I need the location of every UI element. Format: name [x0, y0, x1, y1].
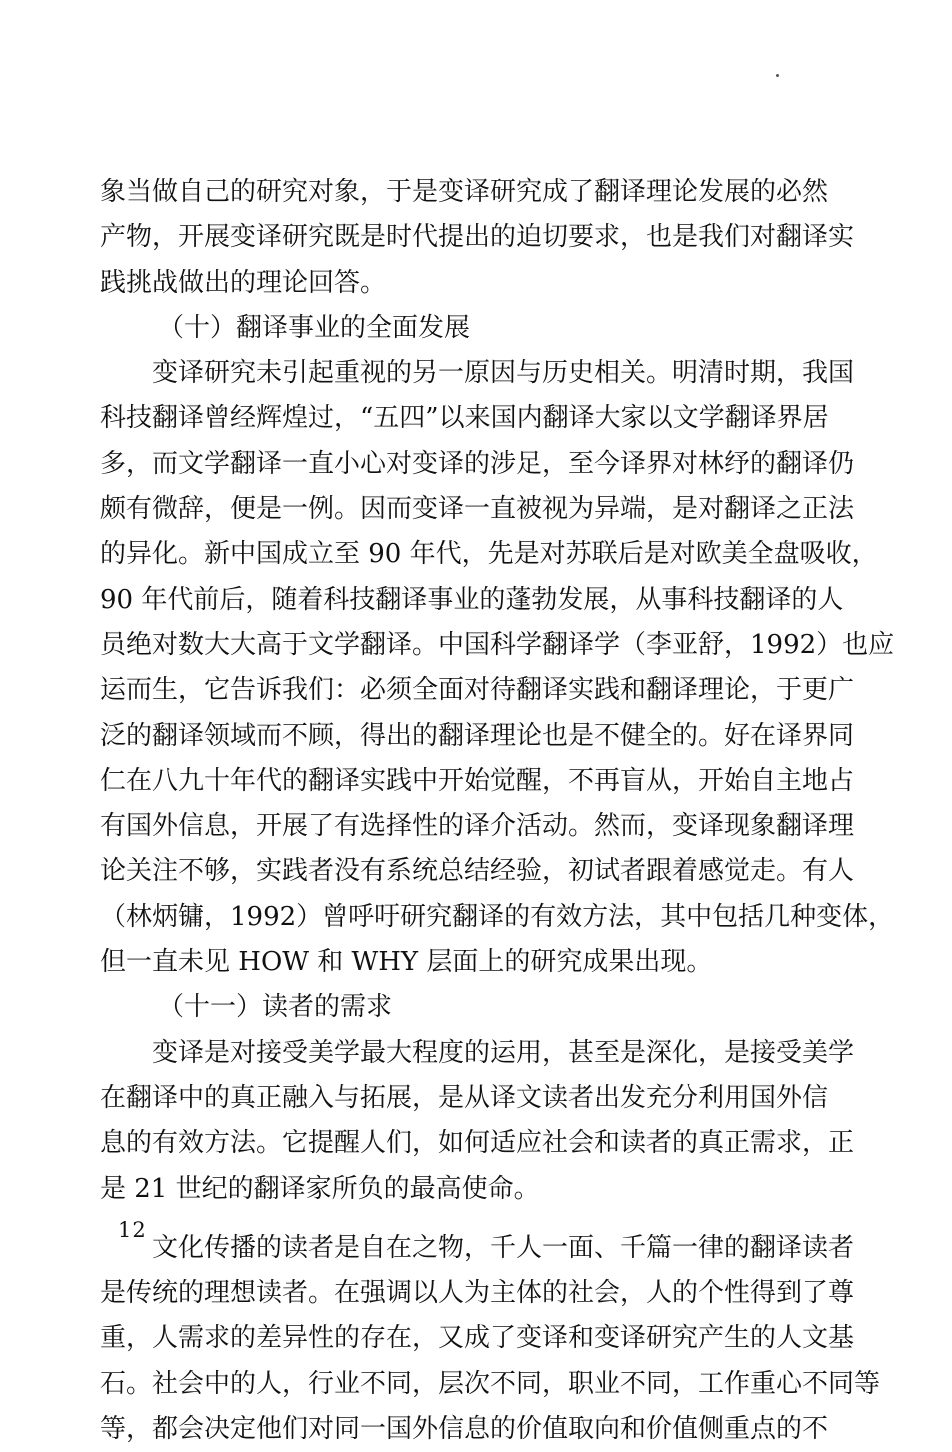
- text-line: 是传统的理想读者。在强调以人为主体的社会，人的个性得到了尊: [100, 1278, 855, 1309]
- paragraph-gap: [100, 1212, 806, 1226]
- text-line: 重，人需求的差异性的存在，又成了变译和变译研究产生的人文基: [100, 1323, 855, 1354]
- text-line: 员绝对数大大高于文学翻译。中国科学翻译学（李亚舒，1992）也应: [100, 629, 895, 660]
- text-line: 产物，开展变译研究既是时代提出的迫切要求，也是我们对翻译实: [100, 222, 855, 253]
- section-heading: （十）翻译事业的全面发展: [158, 312, 471, 343]
- text-line: 息的有效方法。它提醒人们，如何适应社会和读者的真正需求，正: [100, 1128, 855, 1159]
- text-line: 变译研究未引起重视的另一原因与历史相关。明清时期，我国: [152, 358, 855, 389]
- text-line: 泛的翻译领域而不顾，得出的翻译理论也是不健全的。好在译界同: [100, 720, 855, 751]
- text-line: 多，而文学翻译一直小心对变译的涉足，至今译界对林纾的翻译仍: [100, 448, 855, 479]
- text-line: 的异化。新中国成立至 90 年代，先是对苏联后是对欧美全盘吸收，: [100, 539, 878, 570]
- text-line: 但一直未见 HOW 和 WHY 层面上的研究成果出现。: [100, 947, 713, 978]
- text-line: 运而生，它告诉我们：必须全面对待翻译实践和翻译理论，于更广: [100, 675, 855, 706]
- text-line: 在翻译中的真正融入与拓展，是从译文读者出发充分利用国外信: [100, 1082, 829, 1113]
- text-line: 科技翻译曾经辉煌过，“五四”以来国内翻译大家以文学翻译界居: [100, 403, 829, 434]
- text-line: 文化传播的读者是自在之物，千人一面、千篇一律的翻译读者: [152, 1232, 855, 1263]
- text-line: （林炳镛，1992）曾呼吁研究翻译的有效方法，其中包括几种变体，: [100, 901, 895, 932]
- text-line: 有国外信息，开展了有选择性的译介活动。然而，变译现象翻译理: [100, 811, 855, 842]
- text-line: 仁在八九十年代的翻译实践中开始觉醒，不再盲从，开始自主地占: [100, 765, 855, 796]
- text-line: 变译是对接受美学最大程度的运用，甚至是深化，是接受美学: [152, 1037, 855, 1068]
- text-line: 论关注不够，实践者没有系统总结经验，初试者跟着感觉走。有人: [100, 856, 855, 887]
- text-line: 石。社会中的人，行业不同，层次不同，职业不同，工作重心不同等: [100, 1368, 881, 1399]
- text-line: 是 21 世纪的翻译家所负的最高使命。: [100, 1173, 540, 1204]
- print-speck: [776, 74, 779, 77]
- page-number: 12: [118, 1218, 147, 1242]
- text-line: 象当做自己的研究对象，于是变译研究成了翻译理论发展的必然: [100, 177, 829, 207]
- text-line: 90 年代前后，随着科技翻译事业的蓬勃发展，从事科技翻译的人: [100, 584, 844, 615]
- text-line: 颇有微辞，便是一例。因而变译一直被视为异端，是对翻译之正法: [100, 494, 855, 525]
- section-heading: （十一）读者的需求: [158, 992, 393, 1023]
- body-text: [100, 170, 895, 1452]
- text-line: 践挑战做出的理论回答。: [100, 267, 387, 298]
- text-line: 等，都会决定他们对同一国外信息的价值取向和价值侧重点的不: [100, 1414, 829, 1445]
